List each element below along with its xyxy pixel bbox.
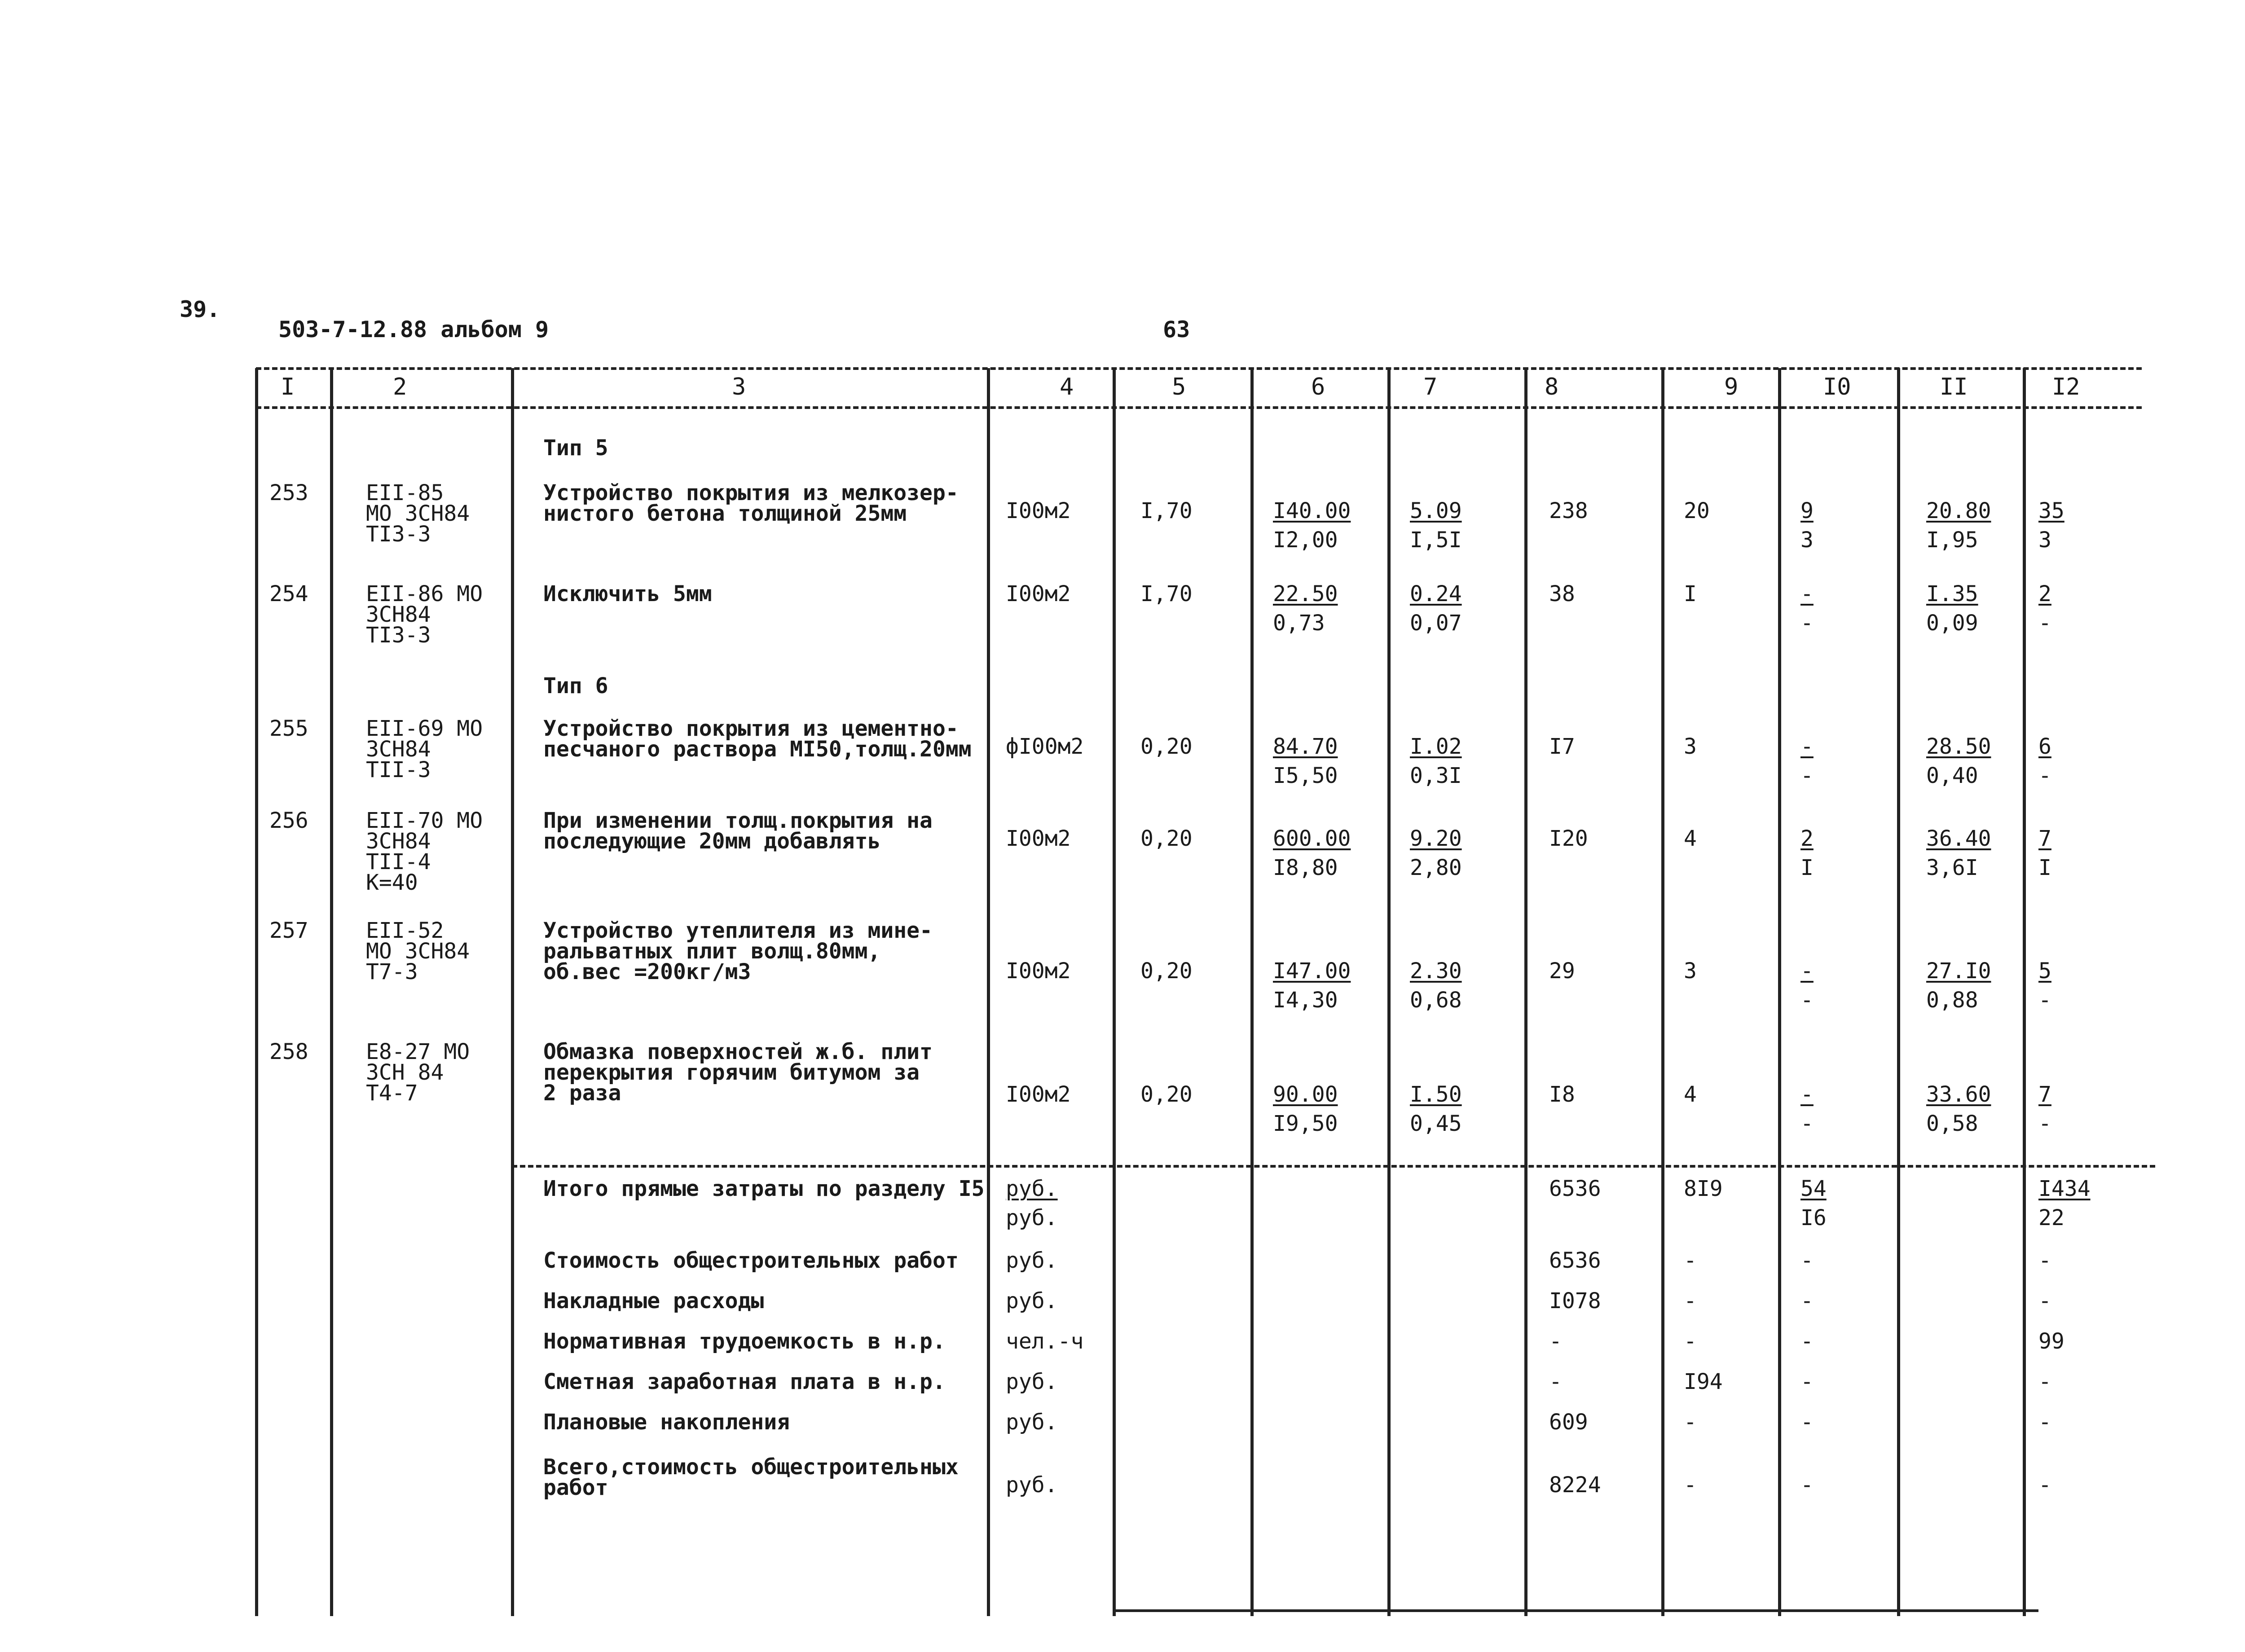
column-number: 2 xyxy=(393,373,407,400)
labor-total-machines: - xyxy=(2038,988,2051,1013)
labor-unit: 20.80 xyxy=(1926,498,1991,523)
total-machines: 2 xyxy=(1800,826,1814,851)
col-line xyxy=(987,368,990,1616)
quantity: I,70 xyxy=(1140,581,1193,606)
labor-total-machines: I xyxy=(2038,855,2051,880)
row-number: 256 xyxy=(269,808,308,833)
totals-col12: - xyxy=(2038,1369,2051,1394)
col-line xyxy=(1897,368,1900,1616)
totals-col8: 8224 xyxy=(1549,1472,1601,1498)
total-cost: 238 xyxy=(1549,498,1588,523)
labor-total: 7 xyxy=(2038,1082,2051,1107)
quantity: 0,20 xyxy=(1140,1082,1193,1107)
total-cost: 29 xyxy=(1549,958,1575,984)
col-line xyxy=(511,368,514,1616)
col-line xyxy=(2023,368,2026,1616)
totals-col12: - xyxy=(2038,1472,2051,1498)
norm-code: ЕII-52 МО 3СН84 Т7-3 xyxy=(366,918,470,984)
labor-unit-machines: I,95 xyxy=(1926,527,1978,553)
unit-cost-machines-wage: I,5I xyxy=(1410,527,1462,553)
totals-col9: I94 xyxy=(1684,1369,1723,1394)
totals-col9: - xyxy=(1684,1410,1697,1435)
column-number: 6 xyxy=(1311,373,1325,400)
labor-total-machines: - xyxy=(2038,763,2051,788)
unit-cost: 600.00 xyxy=(1273,826,1351,851)
row-number: 257 xyxy=(269,918,308,943)
column-number: 4 xyxy=(1060,373,1074,400)
labor-unit-machines: 3,6I xyxy=(1926,855,1978,880)
work-description: Исключить 5мм xyxy=(543,581,712,606)
unit-cost-wage: I4,30 xyxy=(1273,988,1338,1013)
unit: I00м2 xyxy=(1006,581,1071,606)
total-machines: 9 xyxy=(1800,498,1814,523)
total-wage: 3 xyxy=(1684,958,1697,984)
totals-col10: - xyxy=(1800,1288,1814,1314)
totals-col12: - xyxy=(2038,1248,2051,1273)
unit-cost: 22.50 xyxy=(1273,581,1338,606)
quantity: 0,20 xyxy=(1140,734,1193,759)
totals-unit: руб. xyxy=(1006,1472,1058,1498)
totals-col10: - xyxy=(1800,1410,1814,1435)
column-number: I xyxy=(281,373,295,400)
total-machines-wage: - xyxy=(1800,988,1814,1013)
totals-col10: - xyxy=(1800,1248,1814,1273)
labor-total-machines: - xyxy=(2038,1111,2051,1136)
column-number: II xyxy=(1940,373,1968,400)
column-number: 7 xyxy=(1423,373,1438,400)
work-description: Устройство утеплителя из мине- ральватных плит волщ.80мм, об.вес =200кг/м3 xyxy=(543,918,933,984)
totals-label: Стоимость общестроительных работ xyxy=(543,1248,959,1273)
labor-unit-machines: 0,88 xyxy=(1926,988,1978,1013)
unit-cost-machines: 2.30 xyxy=(1410,958,1462,984)
total-machines: - xyxy=(1800,581,1814,606)
totals-col9: - xyxy=(1684,1472,1697,1498)
totals-unit: чел.-ч xyxy=(1006,1329,1084,1354)
labor-unit-machines: 0,40 xyxy=(1926,763,1978,788)
totals-label: Нормативная трудоемкость в н.р. xyxy=(543,1329,946,1354)
column-number: I2 xyxy=(2052,373,2080,400)
unit: I00м2 xyxy=(1006,1082,1071,1107)
totals-unit-2: руб. xyxy=(1006,1205,1058,1230)
labor-total: 7 xyxy=(2038,826,2051,851)
unit-cost-wage: I8,80 xyxy=(1273,855,1338,880)
section-title: Тип 5 xyxy=(543,435,608,461)
unit-cost-machines-wage: 2,80 xyxy=(1410,855,1462,880)
col-line xyxy=(1661,368,1664,1616)
total-machines: - xyxy=(1800,734,1814,759)
totals-unit: руб. xyxy=(1006,1410,1058,1435)
unit-cost-machines-wage: 0,3I xyxy=(1410,763,1462,788)
total-cost: I20 xyxy=(1549,826,1588,851)
unit-cost-machines-wage: 0,07 xyxy=(1410,611,1462,636)
totals-col9: - xyxy=(1684,1329,1697,1354)
col-line xyxy=(330,368,333,1616)
column-number: 3 xyxy=(732,373,746,400)
column-number: 5 xyxy=(1172,373,1186,400)
sheet-number: 39. xyxy=(180,296,220,322)
totals-unit: руб. xyxy=(1006,1176,1058,1201)
row-number: 254 xyxy=(269,581,308,606)
col-line xyxy=(1250,368,1254,1616)
totals-col12: 99 xyxy=(2038,1329,2065,1354)
total-cost: 38 xyxy=(1549,581,1575,606)
total-machines-wage: - xyxy=(1800,1111,1814,1136)
total-wage: I xyxy=(1684,581,1697,606)
labor-total: 6 xyxy=(2038,734,2051,759)
total-cost: I8 xyxy=(1549,1082,1575,1107)
totals-unit: руб. xyxy=(1006,1369,1058,1394)
norm-code: ЕII-70 МО 3СН84 ТII-4 К=40 xyxy=(366,808,483,895)
total-machines: - xyxy=(1800,1082,1814,1107)
labor-unit: 28.50 xyxy=(1926,734,1991,759)
totals-rule xyxy=(512,1165,2155,1168)
norm-code: ЕII-69 МО 3СН84 ТII-3 xyxy=(366,716,483,782)
norm-code: Е8-27 МО 3СН 84 Т4-7 xyxy=(366,1039,470,1106)
totals-label: Всего,стоимость общестроительных работ xyxy=(543,1454,959,1500)
total-wage: 20 xyxy=(1684,498,1710,523)
totals-label: Сметная заработная плата в н.р. xyxy=(543,1369,946,1394)
totals-col10-bottom: I6 xyxy=(1800,1205,1827,1230)
labor-total: 2 xyxy=(2038,581,2051,606)
work-description: Устройство покрытия из цементно- песчаного раствора МI50,толщ.20мм xyxy=(543,716,972,762)
total-wage: 3 xyxy=(1684,734,1697,759)
totals-label: Итого прямые затраты по разделу I5 xyxy=(543,1176,985,1201)
unit-cost-wage: 0,73 xyxy=(1273,611,1325,636)
col-line xyxy=(1524,368,1527,1616)
unit-cost-machines: I.50 xyxy=(1410,1082,1462,1107)
totals-col8: 609 xyxy=(1549,1410,1588,1435)
work-description: Устройство покрытия из мелкозер- нистого бетона толщиной 25мм xyxy=(543,480,959,526)
labor-unit: 33.60 xyxy=(1926,1082,1991,1107)
labor-total-machines: - xyxy=(2038,611,2051,636)
totals-col12: I434 xyxy=(2038,1176,2091,1201)
unit-cost-machines: 9.20 xyxy=(1410,826,1462,851)
totals-col9: 8I9 xyxy=(1684,1176,1723,1201)
totals-unit: руб. xyxy=(1006,1248,1058,1273)
totals-col12-bottom: 22 xyxy=(2038,1205,2065,1230)
page-number: 63 xyxy=(1163,316,1190,343)
labor-unit: 27.I0 xyxy=(1926,958,1991,984)
document-reference: 503-7-12.88 альбом 9 xyxy=(278,316,549,343)
column-number: I0 xyxy=(1823,373,1851,400)
unit-cost-wage: I2,00 xyxy=(1273,527,1338,553)
total-machines-wage: - xyxy=(1800,763,1814,788)
totals-label: Накладные расходы xyxy=(543,1288,764,1314)
unit: I00м2 xyxy=(1006,958,1071,984)
unit-cost: I40.00 xyxy=(1273,498,1351,523)
quantity: 0,20 xyxy=(1140,826,1193,851)
column-number: 9 xyxy=(1724,373,1739,400)
total-machines: - xyxy=(1800,958,1814,984)
unit-cost: I47.00 xyxy=(1273,958,1351,984)
labor-unit-machines: 0,58 xyxy=(1926,1111,1978,1136)
table-top-rule xyxy=(256,367,2142,370)
col-line xyxy=(255,368,258,1616)
labor-unit-machines: 0,09 xyxy=(1926,611,1978,636)
work-description: При изменении толщ.покрытия на последующие 20мм добавлять xyxy=(543,808,933,854)
col-line xyxy=(1113,368,1116,1616)
header-bottom-rule xyxy=(256,406,2142,409)
unit-cost-machines-wage: 0,45 xyxy=(1410,1111,1462,1136)
totals-col8: I078 xyxy=(1549,1288,1601,1314)
work-description: Обмазка поверхностей ж.б. плит перекрытия горячим битумом за 2 раза xyxy=(543,1039,933,1106)
labor-total: 5 xyxy=(2038,958,2051,984)
unit-cost-machines-wage: 0,68 xyxy=(1410,988,1462,1013)
unit: I00м2 xyxy=(1006,826,1071,851)
unit: фI00м2 xyxy=(1006,734,1084,759)
totals-col8: - xyxy=(1549,1329,1562,1354)
total-machines-wage: I xyxy=(1800,855,1814,880)
unit-cost-wage: I9,50 xyxy=(1273,1111,1338,1136)
column-number: 8 xyxy=(1545,373,1559,400)
total-cost: I7 xyxy=(1549,734,1575,759)
col-line xyxy=(1387,368,1391,1616)
norm-code: ЕII-86 МО 3СН84 ТI3-3 xyxy=(366,581,483,648)
totals-col8: 6536 xyxy=(1549,1176,1601,1201)
row-number: 258 xyxy=(269,1039,308,1064)
totals-label: Плановые накопления xyxy=(543,1410,790,1435)
unit-cost-machines: 0.24 xyxy=(1410,581,1462,606)
unit-cost-machines: 5.09 xyxy=(1410,498,1462,523)
norm-code: ЕII-85 МО 3СН84 ТI3-3 xyxy=(366,480,470,547)
labor-unit: I.35 xyxy=(1926,581,1978,606)
row-number: 253 xyxy=(269,480,308,505)
labor-total-machines: 3 xyxy=(2038,527,2051,553)
totals-col10: 54 xyxy=(1800,1176,1827,1201)
totals-col8: 6536 xyxy=(1549,1248,1601,1273)
totals-unit: руб. xyxy=(1006,1288,1058,1314)
labor-unit: 36.40 xyxy=(1926,826,1991,851)
unit-cost-wage: I5,50 xyxy=(1273,763,1338,788)
labor-total: 35 xyxy=(2038,498,2065,523)
totals-col10: - xyxy=(1800,1329,1814,1354)
totals-col10: - xyxy=(1800,1369,1814,1394)
totals-col9: - xyxy=(1684,1248,1697,1273)
total-machines-wage: - xyxy=(1800,611,1814,636)
section-title: Тип 6 xyxy=(543,673,608,699)
totals-col12: - xyxy=(2038,1410,2051,1435)
totals-col10: - xyxy=(1800,1472,1814,1498)
unit-cost: 84.70 xyxy=(1273,734,1338,759)
row-number: 255 xyxy=(269,716,308,741)
total-machines-wage: 3 xyxy=(1800,527,1814,553)
totals-col8: - xyxy=(1549,1369,1562,1394)
total-wage: 4 xyxy=(1684,1082,1697,1107)
unit-cost-machines: I.02 xyxy=(1410,734,1462,759)
unit: I00м2 xyxy=(1006,498,1071,523)
col-line xyxy=(1778,368,1781,1616)
quantity: 0,20 xyxy=(1140,958,1193,984)
unit-cost: 90.00 xyxy=(1273,1082,1338,1107)
totals-col12: - xyxy=(2038,1288,2051,1314)
total-wage: 4 xyxy=(1684,826,1697,851)
totals-col9: - xyxy=(1684,1288,1697,1314)
quantity: I,70 xyxy=(1140,498,1193,523)
